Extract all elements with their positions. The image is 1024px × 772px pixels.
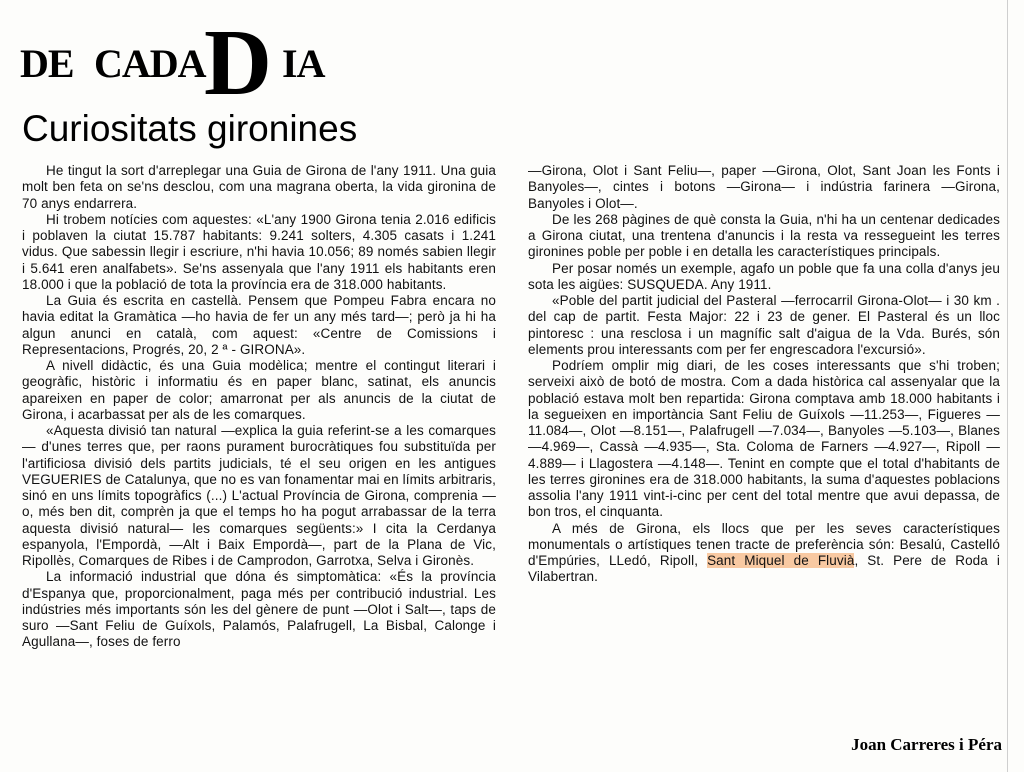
masthead-big-letter: D <box>204 11 270 115</box>
masthead-cada: CADA <box>94 41 206 86</box>
masthead-de: DE <box>20 41 74 86</box>
paragraph: «Poble del partit judicial del Pasteral —ferrocarril Girona-Olot— i 30 km . del cap de partit. Festa Major: 22 i 23 de gener. El Pasteral és un lloc pintoresc : una resclosa i un magnífic salt d'aigua de la Vda. Burés, són elements prou interessants com per fer engrescadora l'excursió». <box>528 293 1000 357</box>
author-signature: Joan Carreres i Péra <box>851 735 1002 754</box>
paragraph: La Guia és escrita en castellà. Pensem que Pompeu Fabra encara no havia editat la Gramàtica —ho havia de fer un any més tard—; però ja hi ha algun anunci en català, com aquest: «Centre de Comissions i Representacions, Progrés, 20, 2 ª - GIRONA». <box>22 293 496 357</box>
article-column-right <box>528 163 1000 586</box>
paragraph: Hi trobem notícies com aquestes: «L'any 1900 Girona tenia 2.016 edificis i poblaven la ciutat 15.787 habitants: 9.241 solters, 4.305 casats i 1.241 vidus. Que sabessin llegir i escriure, n'hi havia 10.056; 89 només sabien llegir i 5.641 eren analfabets». Se'ns assenyala que l'any 1911 els habitants eren 18.000 i que la població de tota la província era de 318.000 habitants. <box>22 211 496 292</box>
paragraph: Per posar només un exemple, agafo un poble que fa una colla d'anys jeu sota les aigües: SUSQUEDA. Any 1911. <box>528 260 1000 292</box>
paragraph: De les 268 pàgines de què consta la Guia, n'hi ha un centenar dedicades a Girona ciutat, una trentena d'anuncis i la resta va ressegueint les terres gironines poble per poble i en detalla les característiques principals. <box>528 211 1000 260</box>
column-rule <box>1007 0 1008 772</box>
article-column-left <box>22 163 496 651</box>
paragraph-continued: —Girona, Olot i Sant Feliu—, paper —Girona, Olot, Sant Joan les Fonts i Banyoles—, cintes i botons —Girona— i indústria farinera —Girona, Banyoles i Olot—. <box>528 163 1000 211</box>
masthead-ia: IA <box>282 41 325 86</box>
section-masthead <box>20 11 440 115</box>
article-title: Curiositats gironines <box>22 108 358 149</box>
paragraph: «Aquesta divisió tan natural —explica la guia referint-se a les comarques— d'unes terres que, per raons purament burocràtiques fou substituïda per l'artificiosa divisió dels partits judicials, té el seu origen en les antigues VEGUERIES de Catalunya, que no es van fonamentar mai en límits arbitraris, sinó en uns límits topogràfics (...) L'actual Província de Girona, comprenia —o, més ben dit, comprèn ja que el temps ho ha pogut arrabassar de la terra aquesta divisió natural— les comarques següents:» I cita la Cerdanya espanyola, l'Empordà, —Alt i Baix Empordà—, part de la Plana de Vic, Ripollès, Comarques de Ribes i de Camprodon, Garrotxa, Selva i Gironès. <box>22 423 496 568</box>
paragraph: He tingut la sort d'arreplegar una Guia de Girona de l'any 1911. Una guia molt ben feta on se'ns desclou, com una magrana oberta, la vida gironina de 70 anys endarrera. <box>22 163 496 211</box>
paragraph-text: A més de Girona, els llocs que per les seves característiques monumentals o artístiques tenen tracte de preferència són: Besalú, Castelló d'Empúries, LLedó, Ripoll, <box>528 520 1000 568</box>
paragraph: A nivell didàctic, és una Guia modèlica; mentre el contingut literari i geogràfic, històric i informatiu és en paper blanc, satinat, els anuncis apareixen en paper de color; amarronat per als anuncis de la ciutat de Girona, i acarbassat per als de les comarques. <box>22 358 496 422</box>
paragraph: Podríem omplir mig diari, de les coses interessants que s'hi troben; serveixi això de botó de mostra. Com a dada històrica cal assenyalar que la població estava molt ben repartida: Girona comptava amb 18.000 habitants i la segueixen en importància Sant Feliu de Guíxols —11.253—, Figueres —11.084—, Olot —8.151—, Palafrugell —7.034—, Banyoles —5.103—, Blanes —4.969—, Cassà —4.935—, Sta. Coloma de Farners —4.927—, Ripoll —4.889— i Llagostera —4.148—. Tenint en compte que el total d'habitants de les terres gironines era de 318.000 habitants, la suma d'aquestes poblacions assolia l'any 1911 vint-i-cinc per cent del total mentre que avui depassa, de bon tros, el cinquanta. <box>528 358 1000 520</box>
highlighted-place-name[interactable]: Sant Miquel de Fluvià <box>707 553 855 568</box>
paragraph-text: , St. Pere de Roda i Vilabertran. <box>528 553 1000 585</box>
paragraph <box>528 521 1000 586</box>
paragraph: La informació industrial que dóna és simptomàtica: «És la província d'Espanya que, proporcionalment, paga més per contribució industrial. Les indústries més importants són les del gènere de punt —Olot i Salt—, taps de suro —Sant Feliu de Guíxols, Palamós, Palafrugell, La Bisbal, Calonge i Agullana—, foses de ferro <box>22 569 496 650</box>
